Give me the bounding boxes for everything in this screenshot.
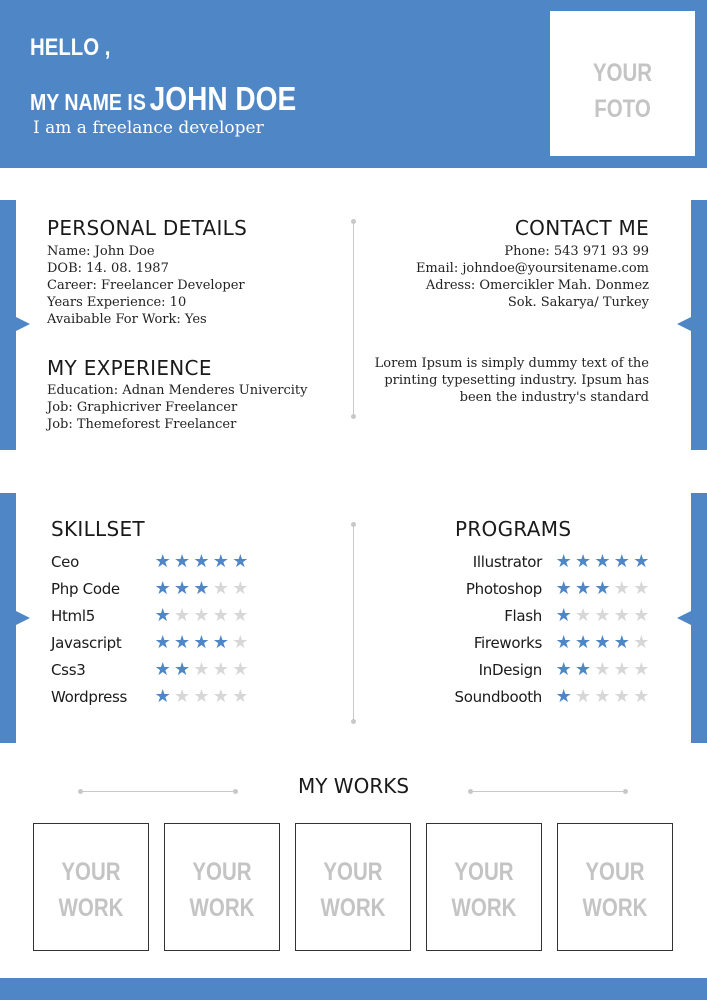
star-icon: ★ [575, 685, 592, 707]
photo-placeholder [550, 11, 695, 156]
star-icon: ★ [594, 577, 611, 599]
star-rating [153, 658, 250, 680]
footer-bar [0, 978, 707, 1000]
rating-row [450, 683, 651, 710]
star-icon: ★ [613, 577, 630, 599]
star-icon: ★ [212, 685, 229, 707]
star-icon: ★ [174, 685, 191, 707]
personal-detail-dob: DOB: 14. 08. 1987 [47, 261, 169, 276]
work-placeholder-line2: WORK [451, 894, 517, 922]
star-icon: ★ [633, 658, 650, 680]
star-icon: ★ [212, 577, 229, 599]
star-icon: ★ [212, 658, 229, 680]
work-placeholder[interactable] [295, 823, 411, 951]
name-heading [30, 80, 296, 118]
star-icon: ★ [633, 577, 650, 599]
rating-label: Html5 [51, 606, 95, 625]
star-rating [554, 604, 651, 626]
star-icon: ★ [212, 631, 229, 653]
header-banner [0, 0, 707, 168]
star-icon: ★ [193, 604, 210, 626]
right-accent-bar-2 [691, 493, 707, 743]
star-icon: ★ [193, 658, 210, 680]
star-icon: ★ [212, 604, 229, 626]
personal-details-list [47, 243, 245, 328]
star-icon: ★ [193, 685, 210, 707]
right-accent-bar-1 [691, 200, 707, 450]
triangle-pointer-icon [677, 317, 691, 331]
rating-label: Css3 [51, 660, 86, 679]
star-icon: ★ [594, 604, 611, 626]
star-icon: ★ [193, 550, 210, 572]
star-icon: ★ [575, 604, 592, 626]
left-accent-bar-1 [0, 200, 16, 450]
star-icon: ★ [633, 604, 650, 626]
star-icon: ★ [613, 604, 630, 626]
star-icon: ★ [232, 658, 249, 680]
star-rating [153, 685, 250, 707]
experience-job-1: Job: Graphicriver Freelancer [47, 400, 238, 415]
greeting: HELLO , [30, 34, 111, 61]
rating-label: Flash [504, 606, 542, 625]
rating-label: InDesign [478, 660, 542, 679]
star-icon: ★ [613, 550, 630, 572]
star-icon: ★ [633, 550, 650, 572]
rating-row [450, 602, 651, 629]
star-icon: ★ [555, 658, 572, 680]
rating-row [51, 683, 250, 710]
star-icon: ★ [555, 631, 572, 653]
star-icon: ★ [555, 685, 572, 707]
work-placeholder-line2: WORK [582, 894, 648, 922]
contact-list [416, 243, 649, 311]
rating-label: Php Code [51, 579, 120, 598]
skillset-heading: SKILLSET [51, 517, 145, 541]
tagline: I am a freelance developer [33, 118, 264, 138]
work-placeholder-line2: WORK [189, 894, 255, 922]
star-icon: ★ [154, 577, 171, 599]
star-icon: ★ [555, 577, 572, 599]
work-placeholder[interactable] [426, 823, 542, 951]
personal-detail-experience: Years Experience: 10 [47, 295, 187, 310]
rating-label: Photoshop [465, 579, 542, 598]
star-rating [153, 577, 250, 599]
works-heading: MY WORKS [297, 774, 410, 798]
personal-detail-career: Career: Freelancer Developer [47, 278, 245, 293]
rating-row [51, 548, 250, 575]
rating-row [51, 575, 250, 602]
star-icon: ★ [575, 577, 592, 599]
rating-row [51, 656, 250, 683]
star-icon: ★ [594, 658, 611, 680]
personal-detail-name: Name: John Doe [47, 244, 155, 259]
star-icon: ★ [174, 631, 191, 653]
left-accent-bar-2 [0, 493, 16, 743]
triangle-pointer-icon [16, 317, 30, 331]
star-icon: ★ [232, 577, 249, 599]
contact-address-1: Adress: Omercikler Mah. Donmez [425, 278, 649, 293]
star-icon: ★ [633, 631, 650, 653]
programs-list [450, 548, 651, 710]
experience-heading: MY EXPERIENCE [47, 356, 212, 380]
rating-row [450, 548, 651, 575]
work-placeholder-line1: YOUR [61, 858, 121, 886]
experience-list [47, 382, 308, 433]
triangle-pointer-icon [677, 611, 691, 625]
photo-placeholder-line2: FOTO [594, 95, 651, 123]
rating-label: Wordpress [51, 687, 128, 706]
work-placeholder[interactable] [164, 823, 280, 951]
contact-heading: CONTACT ME [514, 216, 649, 240]
star-icon: ★ [232, 550, 249, 572]
star-icon: ★ [633, 685, 650, 707]
star-icon: ★ [174, 550, 191, 572]
star-icon: ★ [193, 631, 210, 653]
work-placeholder[interactable] [557, 823, 673, 951]
work-placeholder-line1: YOUR [323, 858, 383, 886]
star-icon: ★ [212, 550, 229, 572]
experience-education: Education: Adnan Menderes Univercity [47, 383, 308, 398]
rating-row [450, 656, 651, 683]
contact-email: Email: johndoe@yoursitename.com [415, 261, 649, 276]
about-text [375, 355, 649, 406]
rating-label: Fireworks [473, 633, 542, 652]
rating-row [450, 575, 651, 602]
star-icon: ★ [154, 658, 171, 680]
star-rating [153, 604, 250, 626]
star-icon: ★ [555, 604, 572, 626]
experience-job-2: Job: Themeforest Freelancer [47, 417, 237, 432]
star-rating [554, 550, 651, 572]
star-icon: ★ [613, 631, 630, 653]
rating-label: Javascript [51, 633, 122, 652]
rating-row [51, 602, 250, 629]
about-line-2: printing typesetting industry. Ipsum has [384, 373, 649, 388]
star-icon: ★ [154, 604, 171, 626]
work-placeholder[interactable] [33, 823, 149, 951]
star-icon: ★ [174, 658, 191, 680]
star-icon: ★ [174, 577, 191, 599]
rating-label: Soundbooth [454, 687, 542, 706]
column-divider-1 [353, 222, 354, 416]
star-icon: ★ [613, 658, 630, 680]
star-icon: ★ [174, 604, 191, 626]
work-placeholder-line1: YOUR [192, 858, 252, 886]
work-placeholder-line2: WORK [320, 894, 386, 922]
star-icon: ★ [594, 550, 611, 572]
star-icon: ★ [232, 604, 249, 626]
personal-details-heading: PERSONAL DETAILS [47, 216, 248, 240]
star-rating [554, 658, 651, 680]
star-icon: ★ [232, 685, 249, 707]
star-rating [153, 631, 250, 653]
rating-label: Illustrator [472, 552, 542, 571]
star-icon: ★ [154, 631, 171, 653]
star-rating [554, 577, 651, 599]
skillset-list [51, 548, 250, 710]
contact-address-2: Sok. Sakarya/ Turkey [507, 295, 649, 310]
star-icon: ★ [575, 631, 592, 653]
rating-row [450, 629, 651, 656]
column-divider-2 [353, 525, 354, 721]
star-icon: ★ [575, 550, 592, 572]
star-icon: ★ [575, 658, 592, 680]
programs-heading: PROGRAMS [455, 517, 572, 541]
star-icon: ★ [232, 631, 249, 653]
about-line-1: Lorem Ipsum is simply dummy text of the [374, 356, 649, 371]
star-rating [554, 631, 651, 653]
rating-row [51, 629, 250, 656]
star-icon: ★ [594, 685, 611, 707]
about-line-3: been the industry's standard [459, 390, 649, 405]
star-icon: ★ [555, 550, 572, 572]
person-name: JOHN DOE [149, 80, 297, 117]
star-icon: ★ [594, 631, 611, 653]
works-divider-right [470, 791, 626, 792]
work-placeholder-line1: YOUR [585, 858, 645, 886]
contact-phone: Phone: 543 971 93 99 [504, 244, 649, 259]
rating-label: Ceo [51, 552, 79, 571]
star-icon: ★ [613, 685, 630, 707]
triangle-pointer-icon [16, 611, 30, 625]
personal-detail-availability: Avaibable For Work: Yes [47, 312, 207, 327]
star-icon: ★ [193, 577, 210, 599]
star-rating [554, 685, 651, 707]
photo-placeholder-line1: YOUR [592, 59, 653, 87]
star-icon: ★ [154, 550, 171, 572]
star-icon: ★ [154, 685, 171, 707]
work-placeholder-line1: YOUR [454, 858, 514, 886]
work-placeholder-line2: WORK [58, 894, 124, 922]
name-prefix: MY NAME IS [30, 89, 146, 115]
star-rating [153, 550, 250, 572]
